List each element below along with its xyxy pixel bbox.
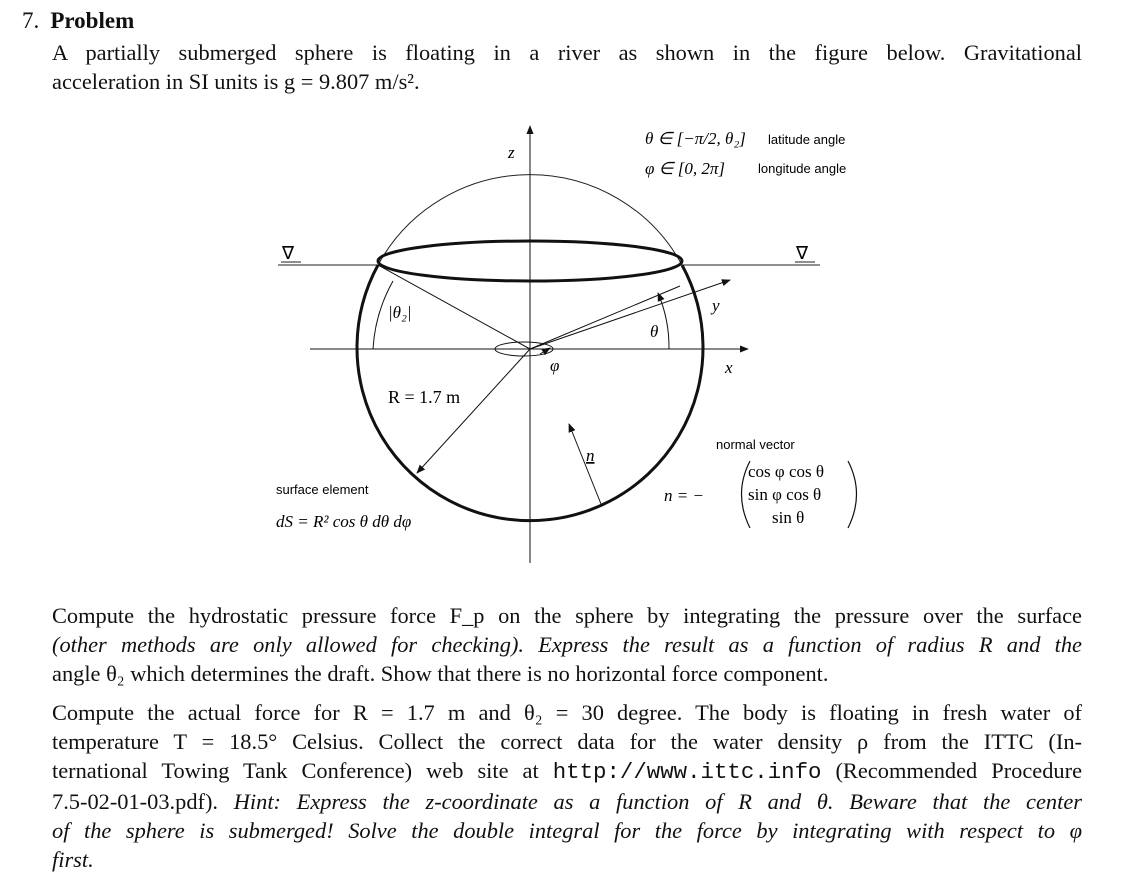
radius-label: R = 1.7 m: [388, 387, 461, 407]
surface-element-formula: dS = R² cos θ dθ dφ: [276, 512, 412, 531]
task-paragraph-1: [52, 601, 1082, 688]
theta-range: θ ∈ [−π/2, θ₂]: [645, 129, 746, 148]
sphere-figure: [260, 118, 880, 568]
task1-line-2: (other methods are only allowed for checking). Express the result as a function of radius R and the: [52, 632, 1082, 657]
normal-row-3: sin θ: [772, 508, 805, 527]
surface-element-title: surface element: [276, 482, 369, 497]
intro-line-1: A partially submerged sphere is floating in a river as shown in the figure below. Gravitational: [52, 40, 1082, 65]
water-symbol-right-icon: ∇: [796, 243, 809, 263]
normal-vector-arrow: [569, 424, 601, 504]
task-paragraph-2: [52, 698, 1082, 874]
phi-description: longitude angle: [758, 161, 847, 176]
problem-title: Problem: [50, 8, 135, 33]
sphere-diagram: [260, 118, 880, 568]
theta-description: latitude angle: [768, 132, 846, 147]
phi-label: φ: [550, 356, 560, 375]
ittc-url: http://www.ittc.info: [552, 759, 822, 785]
theta2-label: |θ₂|: [388, 303, 412, 322]
task1-line-3: angle θ₂ which determines the draft. Show that there is no horizontal force component.: [52, 661, 829, 686]
problem-number: 7.: [22, 8, 40, 33]
normal-row-1: cos φ cos θ: [748, 462, 825, 481]
z-axis-label: z: [508, 143, 515, 162]
task2-line-1: Compute the actual force for R = 1.7 m and θ₂ = 30 degree. The body is floating in fresh water of: [52, 700, 1082, 725]
normal-vector-title: normal vector: [716, 437, 795, 452]
intro-line-2: acceleration in SI units is g = 9.807 m/s².: [52, 69, 420, 94]
task2-line-5: of the sphere is submerged! Solve the double integral for the force by integrating with respect to φ: [52, 818, 1082, 843]
theta-label: θ: [650, 322, 659, 341]
x-axis-label: x: [725, 358, 733, 377]
normal-n-label: n: [586, 446, 595, 465]
task2-line-3: ternational Towing Tank Conference) web site at http://www.ittc.info (Recommended Procedure: [52, 758, 1083, 785]
phi-range: φ ∈ [0, 2π]: [645, 159, 725, 178]
radius-arrow: [417, 349, 530, 473]
task2-line-6: first.: [52, 847, 94, 872]
hint-text: Hint: Express the z-coordinate as a function of R and θ. Beware that the center: [233, 789, 1082, 814]
normal-row-2: sin φ cos θ: [748, 485, 822, 504]
normal-lhs: n = −: [664, 486, 704, 505]
right-paren: [848, 461, 857, 528]
y-axis-label: y: [712, 296, 720, 315]
task1-line-1: Compute the hydrostatic pressure force F_p on the sphere by integrating the pressure over the surface: [52, 603, 1082, 628]
problem-header: [22, 8, 1112, 34]
task2-line-4: 7.5-02-01-03.pdf). Hint: Express the z-coordinate as a function of R and θ. Beware that the center: [52, 789, 1082, 814]
water-symbol-left-icon: ∇: [282, 243, 295, 263]
task2-line-2: temperature T = 18.5° Celsius. Collect the correct data for the water density ρ from the ITTC (In-: [52, 729, 1082, 754]
intro-paragraph: [52, 38, 1082, 96]
